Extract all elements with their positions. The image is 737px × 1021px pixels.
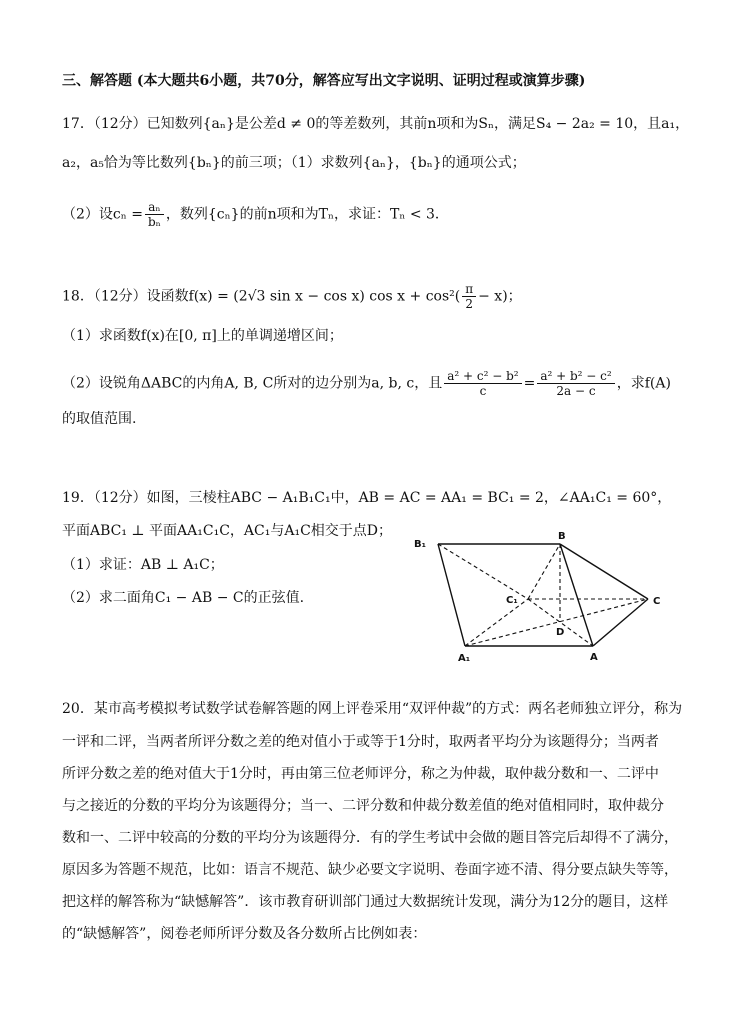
q18-fraction [462, 282, 476, 311]
label-c1: C₁ [506, 595, 518, 606]
q18-line1-post: − x)； [478, 288, 522, 305]
q18-line2: （1）求函数f(x)在[0, π]上的单调递增区间； [62, 328, 343, 344]
q19-line3: （1）求证：AB ⊥ A₁C； [62, 557, 224, 573]
q17-line2: a₂，a₅恰为等比数列{bₙ}的前三项；（1）求数列{aₙ}，{bₙ}的通项公式； [62, 155, 526, 171]
q19-line2: 平面ABC₁ ⊥ 平面AA₁C₁C，AC₁与A₁C相交于点D； [62, 523, 393, 539]
edge-b1-c1 [438, 544, 528, 599]
q18-line4: 的取值范围. [62, 411, 137, 427]
q17-fraction [145, 200, 164, 229]
label-b: B [558, 531, 566, 542]
q18-frac-den: 2 [465, 297, 473, 311]
q18-frac2-num: a² + b² − c² [537, 369, 614, 384]
edge-b1-a1 [438, 544, 465, 646]
q17-frac-den: bₙ [148, 215, 161, 229]
q18-equals: = [523, 375, 536, 392]
prism-figure [410, 527, 670, 667]
q18-frac-num: π [462, 282, 476, 297]
q20-line: 数和一、二评中较高的分数的平均分为该题得分．有的学生考试中会做的题目答完后却得不了满分， [62, 830, 678, 846]
edge-a1-c1 [465, 599, 528, 646]
q17-line1: 17．（12分）已知数列{aₙ}是公差d ≠ 0的等差数列，其前n项和为Sₙ，满足S₄ − 2a₂ = 10，且a₁， [62, 116, 690, 132]
q18-line3-pre: （2）设锐角ΔABC的内角A, B, C所对的边分别为a, b, c，且 [62, 375, 443, 392]
q18-fraction-2 [537, 369, 614, 398]
edge-c1-a [528, 599, 593, 646]
q18-line1 [62, 282, 522, 311]
q18-line3-post: ，求f(A) [616, 375, 671, 392]
label-a: A [590, 652, 598, 663]
q20-line: 20．某市高考模拟考试数学试卷解答题的网上评卷采用“双评仲裁”的方式：两名老师独立评分，称为 [62, 701, 683, 717]
q18-line3 [62, 369, 671, 398]
edge-b-a [560, 544, 593, 646]
q20-line: 所评分数之差的绝对值大于1分时，再由第三位老师评分，称之为仲裁，取仲裁分数和一、二评中 [62, 766, 659, 782]
label-b1: B₁ [414, 539, 427, 550]
q17-line3-pre: （2）设cₙ = [62, 206, 143, 223]
q20-line: 把这样的解答称为“缺憾解答”．该市教育研训部门通过大数据统计发现，满分为12分的题目，这样 [62, 894, 669, 910]
q18-frac2-den: 2a − c [556, 384, 596, 398]
q20-line: 的“缺憾解答”，阅卷老师所评分数及各分数所占比例如表： [62, 926, 427, 942]
q18-fraction-1 [444, 369, 521, 398]
section-title: 三、解答题 (本大题共6小题，共70分，解答应写出文字说明、证明过程或演算步骤) [62, 73, 586, 89]
q20-line: 一评和二评，当两者所评分数之差的绝对值小于或等于1分时，取两者平均分为该题得分；当两者 [62, 734, 659, 750]
q18-frac1-num: a² + c² − b² [444, 369, 521, 384]
label-c: C [653, 596, 661, 607]
label-a1: A₁ [458, 653, 471, 664]
edge-a-c [593, 599, 648, 646]
edge-c1-b [528, 544, 560, 599]
q20-line: 与之接近的分数的平均分为该题得分；当一、二评分数和仲裁分数差值的绝对值相同时，取仲裁分 [62, 798, 664, 814]
q17-line3 [62, 200, 449, 229]
q18-line1-pre: 18．（12分）设函数f(x) = (2√3 sin x − cos x) cos x + cos²( [62, 288, 461, 305]
q18-frac1-den: c [479, 384, 487, 398]
edge-b-c [560, 544, 648, 599]
q20-line: 原因多为答题不规范，比如：语言不规范、缺少必要文字说明、卷面字迹不清、得分要点缺失等等， [62, 862, 678, 878]
q17-line3-post: ，数列{cₙ}的前n项和为Tₙ，求证：Tₙ < 3． [165, 206, 449, 223]
q19-line1: 19．（12分）如图，三棱柱ABC − A₁B₁C₁中，AB = AC = AA₁ = BC₁ = 2，∠AA₁C₁ = 60°， [62, 490, 672, 506]
q19-line4: （2）求二面角C₁ − AB − C的正弦值. [62, 590, 305, 606]
q17-frac-num: aₙ [145, 200, 164, 215]
label-d: D [556, 627, 565, 638]
